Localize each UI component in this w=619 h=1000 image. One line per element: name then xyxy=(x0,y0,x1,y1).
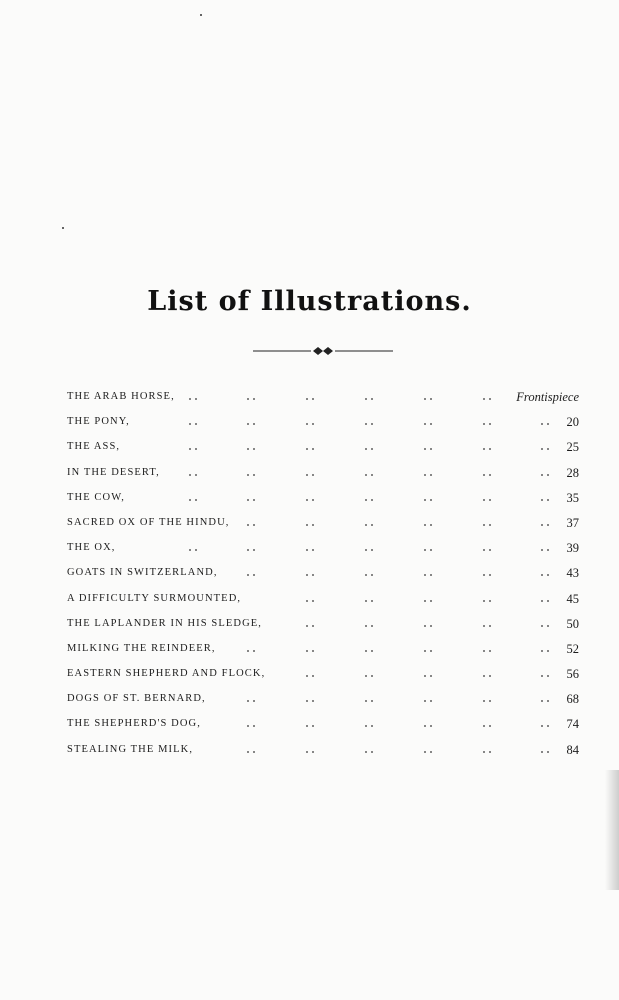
leader-dot xyxy=(483,726,485,728)
leader-dot xyxy=(371,524,373,526)
illustration-title: THE OX, xyxy=(67,542,116,554)
leader-dot xyxy=(541,625,543,627)
leader-dot xyxy=(371,474,373,476)
leader-dot xyxy=(306,675,308,677)
leader-dot xyxy=(247,650,249,652)
leader-dot xyxy=(253,574,255,576)
leader-dot xyxy=(489,549,491,551)
leader-dot xyxy=(365,675,367,677)
leader-dot xyxy=(365,423,367,425)
page-number: 74 xyxy=(566,717,579,732)
leader-dot xyxy=(247,700,249,702)
leader-dot xyxy=(195,474,197,476)
leader-dot xyxy=(430,625,432,627)
illustration-title: THE ARAB HORSE, xyxy=(67,391,175,402)
leader-dot xyxy=(483,423,485,425)
illustration-title: THE ASS, xyxy=(67,441,121,453)
leader-dot xyxy=(247,499,249,501)
dot-leaders xyxy=(67,433,579,453)
leader-dot xyxy=(189,398,191,400)
leader-dot xyxy=(371,398,373,400)
leader-dot xyxy=(541,524,543,526)
leader-dot xyxy=(253,423,255,425)
leader-dot xyxy=(312,474,314,476)
leader-dot xyxy=(312,549,314,551)
leader-dot xyxy=(312,499,314,501)
leader-dot xyxy=(371,726,373,728)
leader-dot xyxy=(547,499,549,501)
leader-dot xyxy=(371,625,373,627)
leader-dot xyxy=(430,448,432,450)
leader-dot xyxy=(547,751,549,753)
leader-dot xyxy=(306,524,308,526)
illustration-title: THE COW, xyxy=(67,491,125,503)
leader-dot xyxy=(365,474,367,476)
leader-dot xyxy=(489,574,491,576)
leader-dot xyxy=(541,423,543,425)
leader-dot xyxy=(424,650,426,652)
leader-dot xyxy=(306,574,308,576)
leader-dot xyxy=(424,675,426,677)
leader-dot xyxy=(424,499,426,501)
leader-dot xyxy=(306,751,308,753)
leader-dot xyxy=(306,625,308,627)
page-number: 43 xyxy=(566,566,579,581)
leader-dot xyxy=(541,726,543,728)
leader-dot xyxy=(424,600,426,602)
leader-dot xyxy=(424,524,426,526)
dot-leaders xyxy=(67,408,579,428)
page-title: List of Illustrations. xyxy=(147,286,472,317)
leader-dot xyxy=(489,650,491,652)
page-number: 45 xyxy=(566,591,579,606)
leader-dot xyxy=(489,398,491,400)
leader-dot xyxy=(312,448,314,450)
leader-dot xyxy=(247,549,249,551)
illustration-title: A DIFFICULTY SURMOUNTED, xyxy=(67,592,242,604)
leader-dot xyxy=(424,549,426,551)
leader-dot xyxy=(489,751,491,753)
illustration-title: THE PONY, xyxy=(67,416,130,428)
leader-dot xyxy=(365,549,367,551)
leader-dot xyxy=(312,675,314,677)
leader-dot xyxy=(430,650,432,652)
leader-dot xyxy=(541,700,543,702)
leader-dot xyxy=(312,751,314,753)
leader-dot xyxy=(306,650,308,652)
leader-dot xyxy=(306,448,308,450)
leader-dot xyxy=(547,423,549,425)
page-number: 37 xyxy=(566,515,579,530)
leader-dot xyxy=(253,398,255,400)
dot-leaders xyxy=(67,534,579,554)
leader-dot xyxy=(365,499,367,501)
leader-dot xyxy=(489,675,491,677)
leader-dot xyxy=(424,574,426,576)
leader-dot xyxy=(541,600,543,602)
leader-dot xyxy=(430,574,432,576)
leader-dot xyxy=(365,625,367,627)
leader-dot xyxy=(541,675,543,677)
leader-dot xyxy=(430,549,432,551)
leader-dot xyxy=(247,474,249,476)
leader-dot xyxy=(541,448,543,450)
leader-dot xyxy=(541,499,543,501)
ornament-divider xyxy=(253,344,393,358)
leader-dot xyxy=(247,751,249,753)
ink-speck xyxy=(62,227,64,229)
leader-dot xyxy=(483,524,485,526)
leader-dot xyxy=(430,726,432,728)
leader-dot xyxy=(306,474,308,476)
leader-dot xyxy=(489,423,491,425)
leader-dot xyxy=(365,751,367,753)
leader-dot xyxy=(483,600,485,602)
leader-dot xyxy=(247,448,249,450)
page-number: 25 xyxy=(566,440,579,455)
leader-dot xyxy=(371,448,373,450)
leader-dot xyxy=(253,524,255,526)
dot-leaders xyxy=(67,484,579,504)
illustrations-list xyxy=(67,387,579,765)
illustration-title: MILKING THE REINDEER, xyxy=(67,642,216,654)
leader-dot xyxy=(312,423,314,425)
leader-dot xyxy=(371,675,373,677)
leader-dot xyxy=(253,700,255,702)
page-number: 52 xyxy=(566,641,579,656)
leader-dot xyxy=(253,549,255,551)
leader-dot xyxy=(189,474,191,476)
leader-dot xyxy=(547,574,549,576)
leader-dot xyxy=(312,625,314,627)
leader-dot xyxy=(371,600,373,602)
leader-dot xyxy=(424,625,426,627)
illustration-title: IN THE DESERT, xyxy=(67,466,160,478)
leader-dot xyxy=(430,474,432,476)
leader-dot xyxy=(547,524,549,526)
leader-dot xyxy=(430,423,432,425)
leader-dot xyxy=(483,474,485,476)
leader-dot xyxy=(365,650,367,652)
leader-dot xyxy=(371,574,373,576)
page-number: 84 xyxy=(566,742,579,757)
leader-dot xyxy=(195,423,197,425)
leader-dot xyxy=(489,474,491,476)
leader-dot xyxy=(430,675,432,677)
leader-dot xyxy=(365,398,367,400)
leader-dot xyxy=(195,448,197,450)
leader-dot xyxy=(424,474,426,476)
leader-dot xyxy=(489,448,491,450)
leader-dot xyxy=(306,600,308,602)
illustration-title: STEALING THE MILK, xyxy=(67,743,194,755)
page-edge-stain xyxy=(605,770,619,890)
leader-dot xyxy=(371,499,373,501)
illustration-title: THE LAPLANDER IN HIS SLEDGE, xyxy=(67,617,262,629)
leader-dot xyxy=(489,524,491,526)
leader-dot xyxy=(547,726,549,728)
leader-dot xyxy=(306,726,308,728)
leader-dot xyxy=(247,398,249,400)
leader-dot xyxy=(430,700,432,702)
leader-dot xyxy=(541,549,543,551)
leader-dot xyxy=(489,700,491,702)
page-number: Frontispiece xyxy=(516,390,579,404)
leader-dot xyxy=(312,524,314,526)
leader-dot xyxy=(306,398,308,400)
leader-dot xyxy=(483,675,485,677)
leader-dot xyxy=(312,574,314,576)
leader-dot xyxy=(430,751,432,753)
leader-dot xyxy=(365,524,367,526)
leader-dot xyxy=(547,700,549,702)
illustration-title: DOGS OF ST. BERNARD, xyxy=(67,693,206,705)
illustration-title: GOATS IN SWITZERLAND, xyxy=(67,567,218,579)
leader-dot xyxy=(195,398,197,400)
leader-dot xyxy=(541,474,543,476)
leader-dot xyxy=(306,423,308,425)
page-number: 68 xyxy=(566,692,579,707)
leader-dot xyxy=(483,625,485,627)
leader-dot xyxy=(253,650,255,652)
leader-dot xyxy=(547,675,549,677)
leader-dot xyxy=(430,499,432,501)
leader-dot xyxy=(489,499,491,501)
leader-dot xyxy=(247,726,249,728)
leader-dot xyxy=(195,499,197,501)
leader-dot xyxy=(253,499,255,501)
leader-dot xyxy=(424,448,426,450)
ink-speck xyxy=(200,14,202,16)
page-number: 20 xyxy=(566,415,579,430)
leader-dot xyxy=(371,549,373,551)
leader-dot xyxy=(189,499,191,501)
leader-dot xyxy=(253,448,255,450)
leader-dot xyxy=(430,524,432,526)
page-number: 35 xyxy=(566,490,579,505)
leader-dot xyxy=(424,398,426,400)
leader-dot xyxy=(483,574,485,576)
leader-dot xyxy=(189,448,191,450)
leader-dot xyxy=(483,700,485,702)
leader-dot xyxy=(541,751,543,753)
leader-dot xyxy=(365,726,367,728)
leader-dot xyxy=(547,474,549,476)
leader-dot xyxy=(547,650,549,652)
leader-dot xyxy=(189,423,191,425)
leader-dot xyxy=(371,423,373,425)
page-number: 56 xyxy=(566,667,579,682)
leader-dot xyxy=(547,448,549,450)
leader-dot xyxy=(483,751,485,753)
leader-dot xyxy=(430,600,432,602)
leader-dot xyxy=(365,448,367,450)
leader-dot xyxy=(371,751,373,753)
leader-dot xyxy=(247,574,249,576)
leader-dot xyxy=(312,600,314,602)
leader-dot xyxy=(365,700,367,702)
leader-dot xyxy=(483,448,485,450)
leader-dot xyxy=(430,398,432,400)
illustration-title: SACRED OX OF THE HINDU, xyxy=(67,516,230,528)
leader-dot xyxy=(312,726,314,728)
leader-dot xyxy=(306,700,308,702)
leader-dot xyxy=(365,574,367,576)
leader-dot xyxy=(371,650,373,652)
leader-dot xyxy=(547,625,549,627)
leader-dot xyxy=(371,700,373,702)
leader-dot xyxy=(424,726,426,728)
leader-dot xyxy=(365,600,367,602)
leader-dot xyxy=(547,600,549,602)
leader-dot xyxy=(247,423,249,425)
leader-dot xyxy=(306,499,308,501)
leader-dot xyxy=(189,549,191,551)
leader-dot xyxy=(483,549,485,551)
leader-dot xyxy=(253,474,255,476)
leader-dot xyxy=(489,726,491,728)
illustration-title: THE SHEPHERD'S DOG, xyxy=(67,718,201,730)
leader-dot xyxy=(483,398,485,400)
list-item xyxy=(67,740,579,765)
leader-dot xyxy=(541,650,543,652)
leader-dot xyxy=(424,423,426,425)
leader-dot xyxy=(253,751,255,753)
leader-dot xyxy=(312,398,314,400)
leader-dot xyxy=(195,549,197,551)
leader-dot xyxy=(483,499,485,501)
leader-dot xyxy=(253,726,255,728)
page-number: 50 xyxy=(566,616,579,631)
page-number: 28 xyxy=(566,465,579,480)
leader-dot xyxy=(547,549,549,551)
leader-dot xyxy=(424,700,426,702)
leader-dot xyxy=(312,650,314,652)
leader-dot xyxy=(306,549,308,551)
page-number: 39 xyxy=(566,541,579,556)
leader-dot xyxy=(483,650,485,652)
illustration-title: EASTERN SHEPHERD AND FLOCK, xyxy=(67,668,266,680)
leader-dot xyxy=(247,524,249,526)
leader-dot xyxy=(424,751,426,753)
leader-dot xyxy=(541,574,543,576)
leader-dot xyxy=(489,600,491,602)
leader-dot xyxy=(489,625,491,627)
leader-dot xyxy=(312,700,314,702)
